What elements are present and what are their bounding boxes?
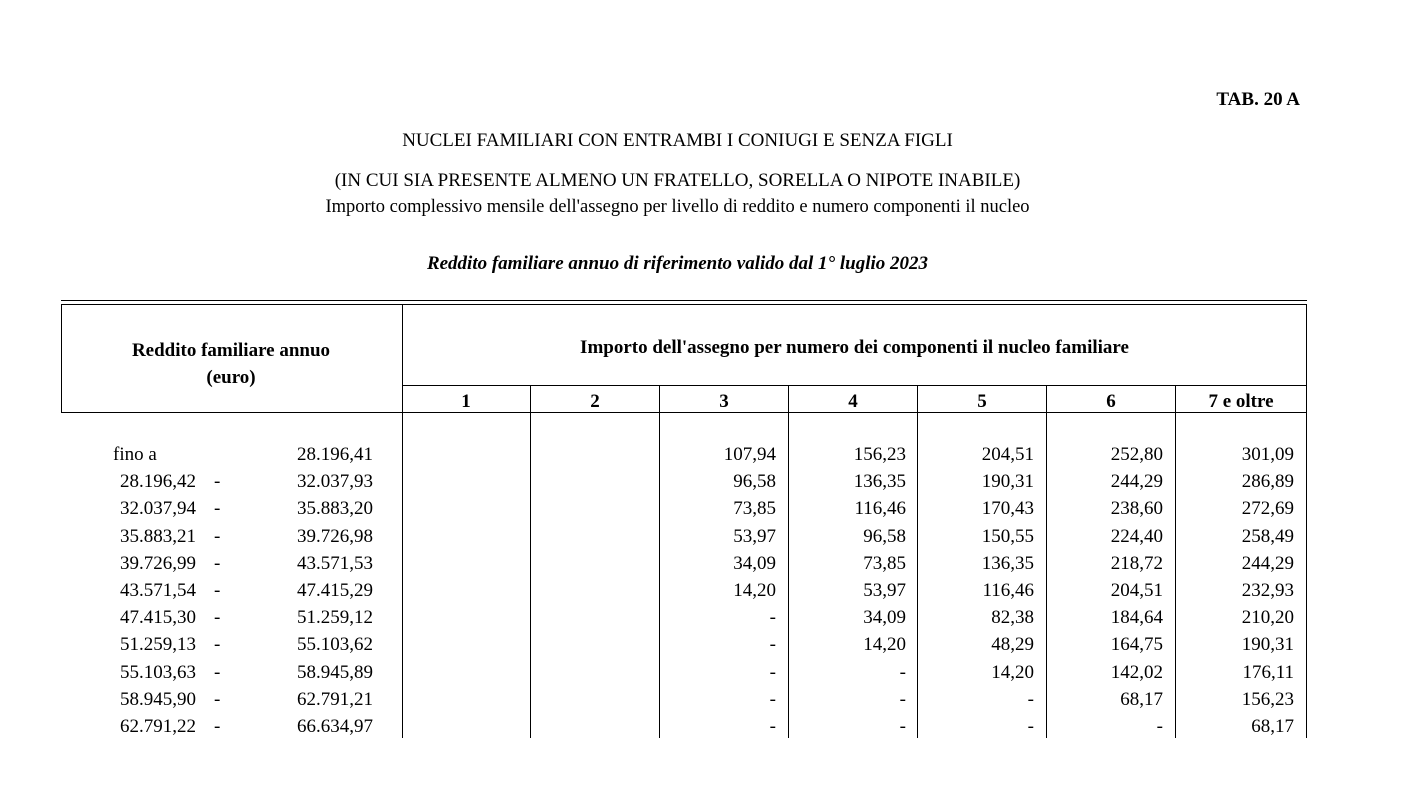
amount-cell: 238,60 <box>1110 498 1163 520</box>
income-range-dash: - <box>214 607 221 629</box>
amount-cell: 34,09 <box>863 607 906 629</box>
amount-cell: 272,69 <box>1241 498 1294 520</box>
column-header-6: 6 <box>1106 391 1116 412</box>
amount-cell: 53,97 <box>733 525 776 547</box>
income-range-dash: - <box>214 525 221 547</box>
reference-note: Reddito familiare annuo di riferimento valido dal 1° luglio 2023 <box>426 253 929 274</box>
amount-cell: 68,17 <box>1120 688 1163 710</box>
top-rule-inner <box>61 304 1307 305</box>
income-range-dash: - <box>214 471 221 493</box>
amount-cell: 142,02 <box>1110 661 1163 683</box>
amount-cell: 301,09 <box>1241 444 1294 465</box>
income-from: 62.791,22 <box>120 716 196 737</box>
amount-cell: 14,20 <box>733 580 776 601</box>
amount-cell: 252,80 <box>1110 444 1163 465</box>
column-header-3: 3 <box>719 391 729 412</box>
column-header-1: 1 <box>461 391 471 412</box>
income-to: 66.634,97 <box>297 716 373 737</box>
column-header-5: 5 <box>977 391 987 412</box>
income-header-line-2: (euro) <box>206 367 256 388</box>
amount-cell: 286,89 <box>1241 471 1294 493</box>
amount-cell: 73,85 <box>733 498 776 520</box>
title-line-2: (IN CUI SIA PRESENTE ALMENO UN FRATELLO, SORELLA O NIPOTE INABILE) <box>334 170 1021 191</box>
income-from: fino a <box>113 444 157 465</box>
amount-cell: 107,94 <box>723 444 776 465</box>
amount-cell: 156,23 <box>853 444 906 465</box>
income-from: 39.726,99 <box>120 552 196 574</box>
income-to: 55.103,62 <box>297 634 373 656</box>
amount-cell: 176,11 <box>1242 661 1294 683</box>
amount-cell: 244,29 <box>1241 552 1294 574</box>
income-from: 58.945,90 <box>120 688 196 710</box>
income-to: 43.571,53 <box>297 552 373 574</box>
amount-cell: 150,55 <box>981 525 1034 547</box>
amount-cell: - <box>769 634 776 656</box>
amount-column-header: Importo dell'assegno per numero dei componenti il nucleo familiare <box>580 337 1129 358</box>
title-line-1: NUCLEI FAMILIARI CON ENTRAMBI I CONIUGI E SENZA FIGLI <box>402 130 953 151</box>
amount-cell: 224,40 <box>1110 525 1163 547</box>
amount-cell: 218,72 <box>1110 552 1163 574</box>
column-header-7: 7 e oltre <box>1208 391 1274 412</box>
amount-cell: 116,46 <box>982 580 1034 601</box>
amount-cell: 156,23 <box>1241 688 1294 710</box>
amount-cell: 204,51 <box>1110 580 1163 601</box>
amount-cell: 258,49 <box>1241 525 1294 547</box>
income-from: 43.571,54 <box>120 580 196 601</box>
income-to: 62.791,21 <box>297 688 373 710</box>
col-divider-1 <box>530 385 531 738</box>
col-divider-3 <box>788 385 789 738</box>
amount-cell: 82,38 <box>991 607 1034 629</box>
income-from: 32.037,94 <box>120 498 196 520</box>
amount-cell: 204,51 <box>981 444 1034 465</box>
income-range-dash: - <box>214 552 221 574</box>
income-header-line-1: Reddito familiare annuo <box>131 340 331 361</box>
allowance-table <box>61 300 1307 738</box>
amount-cell: 210,20 <box>1241 607 1294 629</box>
income-to: 47.415,29 <box>297 580 373 601</box>
amount-cell: - <box>899 661 906 683</box>
amount-cell: 190,31 <box>1241 634 1294 656</box>
top-rule-outer <box>61 300 1307 301</box>
income-to: 28.196,41 <box>297 444 373 465</box>
amount-cell: - <box>1027 688 1034 710</box>
col-divider-2 <box>659 385 660 738</box>
amount-cell: 48,29 <box>991 634 1034 656</box>
amount-cell: 232,93 <box>1241 580 1294 601</box>
amount-cell: 184,64 <box>1110 607 1163 629</box>
income-column-header <box>61 337 401 391</box>
income-to: 39.726,98 <box>297 525 373 547</box>
amount-cell: - <box>769 688 776 710</box>
column-header-2: 2 <box>590 391 600 412</box>
amount-cell: 34,09 <box>733 552 776 574</box>
income-range-dash: - <box>214 716 221 737</box>
amount-cell: 14,20 <box>863 634 906 656</box>
column-header-4: 4 <box>848 391 858 412</box>
income-from: 51.259,13 <box>120 634 196 656</box>
amount-cell: - <box>1156 716 1163 737</box>
subtitle: Importo complessivo mensile dell'assegno per livello di reddito e numero componenti il nucleo <box>325 197 1030 217</box>
col-divider-5 <box>1046 385 1047 738</box>
amount-cell: 96,58 <box>863 525 906 547</box>
col-divider-income <box>402 304 403 738</box>
amount-cell: - <box>1027 716 1034 737</box>
amount-cell: 96,58 <box>733 471 776 493</box>
amount-cell: - <box>769 661 776 683</box>
income-from: 35.883,21 <box>120 525 196 547</box>
income-to: 35.883,20 <box>297 498 373 520</box>
col-divider-7 <box>1306 412 1307 738</box>
income-range-dash: - <box>214 580 221 601</box>
income-range-dash: - <box>214 498 221 520</box>
amount-cell: - <box>899 688 906 710</box>
amount-cell: - <box>769 716 776 737</box>
amount-cell: - <box>899 716 906 737</box>
amount-cell: 136,35 <box>981 552 1034 574</box>
amount-cell: 170,43 <box>981 498 1034 520</box>
amount-cell: 14,20 <box>991 661 1034 683</box>
amount-cell: 68,17 <box>1251 716 1294 737</box>
income-from: 28.196,42 <box>120 471 196 493</box>
income-to: 51.259,12 <box>297 607 373 629</box>
header-split-rule <box>402 385 1307 386</box>
amount-cell: 116,46 <box>854 498 906 520</box>
amount-cell: 73,85 <box>863 552 906 574</box>
amount-cell: - <box>769 607 776 629</box>
table-code: TAB. 20 A <box>1216 89 1300 110</box>
income-range-dash: - <box>214 688 221 710</box>
income-from: 55.103,63 <box>120 661 196 683</box>
income-from: 47.415,30 <box>120 607 196 629</box>
income-to: 58.945,89 <box>297 661 373 683</box>
amount-cell: 164,75 <box>1110 634 1163 656</box>
amount-cell: 244,29 <box>1110 471 1163 493</box>
col-divider-4 <box>917 385 918 738</box>
income-range-dash: - <box>214 661 221 683</box>
income-to: 32.037,93 <box>297 471 373 493</box>
amount-cell: 53,97 <box>863 580 906 601</box>
amount-cell: 136,35 <box>853 471 906 493</box>
col-divider-6 <box>1175 385 1176 738</box>
amount-cell: 190,31 <box>981 471 1034 493</box>
income-range-dash: - <box>214 634 221 656</box>
